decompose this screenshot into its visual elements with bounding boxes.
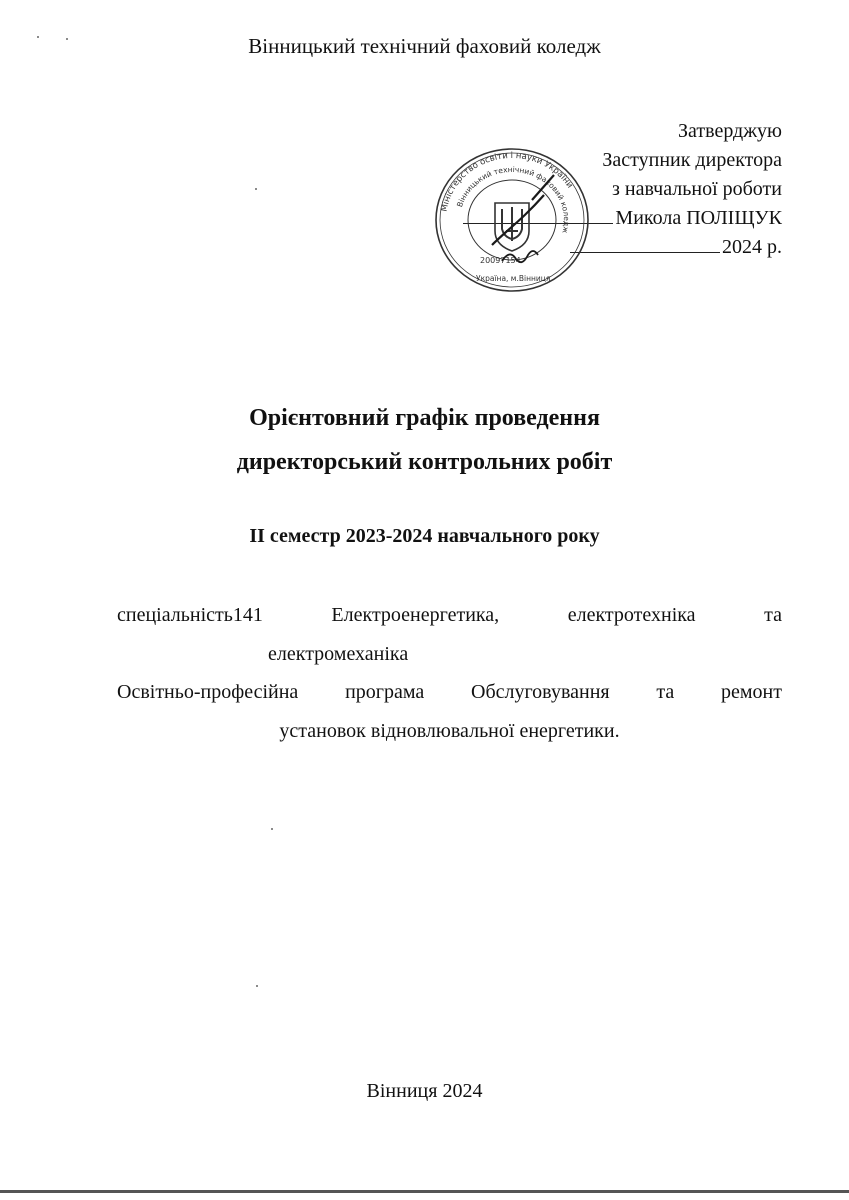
- program-line: [117, 681, 782, 704]
- stamp-code: 20097154: [480, 256, 521, 265]
- scan-speck: [256, 985, 258, 987]
- date-underline: [570, 252, 720, 253]
- specialty-line: [117, 604, 782, 627]
- specialty-word-3: електротехніка: [567, 604, 696, 626]
- title-line-2: директорський контрольних робіт: [236, 449, 613, 475]
- scan-speck: [255, 188, 257, 190]
- scan-bottom-edge: [0, 1190, 849, 1193]
- stamp-inner-text: Вінницький технічний фаховий коледж: [455, 164, 572, 235]
- specialty-word-2: Електроенергетика,: [331, 604, 500, 626]
- program-continuation: установок відновлювальної енергетики.: [279, 720, 620, 742]
- stamp-outer-text: Міністерство освіти і науки України: [439, 150, 575, 213]
- program-word-3: Обслуговування: [471, 681, 610, 703]
- document-title: [0, 396, 849, 484]
- college-name: Вінницький технічний фаховий коледж: [248, 34, 601, 58]
- specialty-word-4: та: [764, 604, 782, 626]
- scan-speck: [37, 36, 39, 38]
- specialty-word-1: спеціальність141: [117, 604, 263, 626]
- specialty-continuation: електромеханіка: [268, 643, 409, 665]
- scan-speck: [66, 38, 68, 40]
- program-word-2: програма: [345, 681, 425, 703]
- approval-line-3: з навчальної роботи: [612, 178, 782, 200]
- approval-year: 2024 р.: [722, 236, 782, 258]
- approval-line-2: Заступник директора: [602, 149, 782, 171]
- program-word-1: Освітньо-професійна: [117, 681, 299, 703]
- approval-name: Микола ПОЛІЩУК: [615, 207, 782, 229]
- title-line-1: Орієнтовний графік проведення: [249, 405, 600, 431]
- program-word-5: ремонт: [720, 681, 782, 703]
- stamp-city: Україна, м.Вінниця: [476, 274, 551, 283]
- semester-heading: ІІ семестр 2023-2024 навчального року: [249, 525, 600, 547]
- scan-speck: [271, 828, 273, 830]
- footer-city-year: Вінниця 2024: [366, 1080, 483, 1102]
- approval-line-1: Затверджую: [678, 120, 782, 142]
- official-stamp: [432, 145, 592, 295]
- program-word-4: та: [656, 681, 675, 703]
